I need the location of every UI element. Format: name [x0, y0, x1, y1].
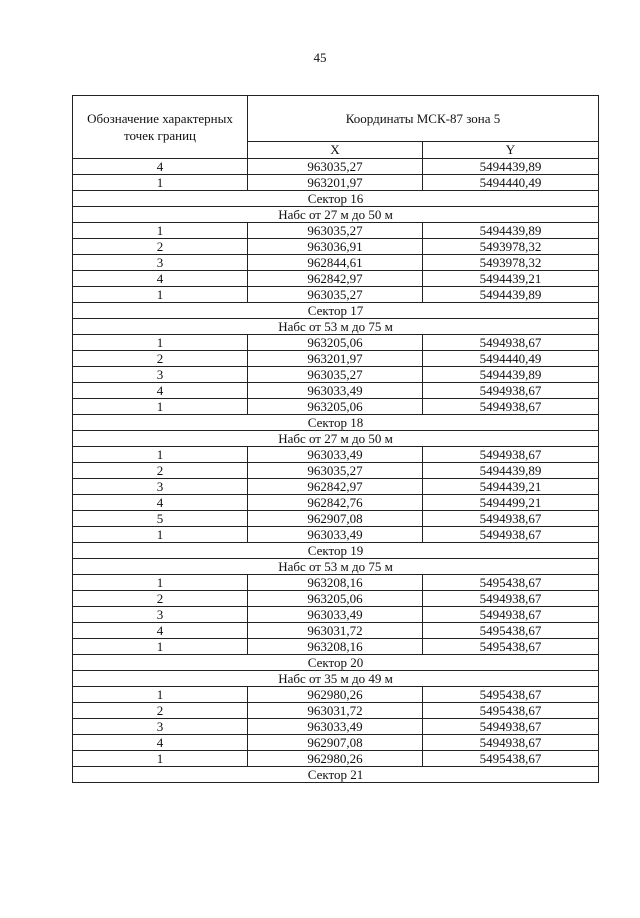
x-coordinate: 963205,06 — [248, 399, 423, 415]
point-number: 2 — [73, 591, 248, 607]
point-number: 4 — [73, 383, 248, 399]
table-row — [73, 399, 599, 415]
table-row — [73, 447, 599, 463]
x-coordinate: 962980,26 — [248, 751, 423, 767]
y-coordinate: 5494938,67 — [423, 607, 599, 623]
y-coordinate: 5494938,67 — [423, 447, 599, 463]
table-row — [73, 463, 599, 479]
x-coordinate: 962842,76 — [248, 495, 423, 511]
x-coordinate: 962980,26 — [248, 687, 423, 703]
x-coordinate: 963205,06 — [248, 591, 423, 607]
x-coordinate: 963205,06 — [248, 335, 423, 351]
x-coordinate: 962907,08 — [248, 511, 423, 527]
section-title: Сектор 16 — [73, 191, 599, 207]
page-number: 45 — [313, 50, 327, 65]
section-title-row — [73, 191, 599, 207]
section-title: Сектор 21 — [73, 767, 599, 783]
point-designation-header: Обозначение характерных точек границ — [73, 96, 248, 159]
x-coordinate: 963208,16 — [248, 639, 423, 655]
table-row — [73, 159, 599, 175]
section-title-row — [73, 319, 599, 335]
point-number: 3 — [73, 367, 248, 383]
y-coordinate: 5494440,49 — [423, 351, 599, 367]
point-number: 1 — [73, 639, 248, 655]
table-row — [73, 703, 599, 719]
x-coordinate: 963033,49 — [248, 607, 423, 623]
section-title: Набс от 53 м до 75 м — [73, 319, 599, 335]
y-coordinate: 5495438,67 — [423, 703, 599, 719]
y-coordinate: 5495438,67 — [423, 639, 599, 655]
y-coordinate: 5493978,32 — [423, 255, 599, 271]
table-row — [73, 495, 599, 511]
point-number: 3 — [73, 607, 248, 623]
section-title-row — [73, 543, 599, 559]
point-number: 1 — [73, 399, 248, 415]
table-row — [73, 335, 599, 351]
table-row — [73, 639, 599, 655]
y-coordinate: 5494938,67 — [423, 383, 599, 399]
point-number: 4 — [73, 271, 248, 287]
table-row — [73, 687, 599, 703]
point-number: 1 — [73, 575, 248, 591]
y-coordinate: 5494439,89 — [423, 463, 599, 479]
table-row — [73, 287, 599, 303]
point-number: 2 — [73, 239, 248, 255]
point-number: 5 — [73, 511, 248, 527]
section-title: Сектор 18 — [73, 415, 599, 431]
x-coordinate: 963033,49 — [248, 719, 423, 735]
x-coordinate: 963208,16 — [248, 575, 423, 591]
y-coordinate: 5494938,67 — [423, 735, 599, 751]
y-coordinate: 5494938,67 — [423, 719, 599, 735]
point-number: 3 — [73, 719, 248, 735]
table-row — [73, 255, 599, 271]
x-coordinate: 963031,72 — [248, 623, 423, 639]
table-row — [73, 623, 599, 639]
x-coordinate: 963035,27 — [248, 463, 423, 479]
point-number: 1 — [73, 447, 248, 463]
x-coordinate: 962844,61 — [248, 255, 423, 271]
section-title-row — [73, 415, 599, 431]
section-title-row — [73, 431, 599, 447]
table-row — [73, 175, 599, 191]
point-number: 4 — [73, 735, 248, 751]
point-number: 3 — [73, 479, 248, 495]
point-number: 1 — [73, 335, 248, 351]
y-coordinate: 5494938,67 — [423, 527, 599, 543]
coordinates-table — [72, 95, 599, 783]
y-coordinate: 5494938,67 — [423, 591, 599, 607]
table-row — [73, 351, 599, 367]
x-coordinate: 963035,27 — [248, 367, 423, 383]
y-coordinate: 5495438,67 — [423, 687, 599, 703]
y-coordinate: 5494938,67 — [423, 335, 599, 351]
y-coordinate: 5493978,32 — [423, 239, 599, 255]
x-coordinate: 963031,72 — [248, 703, 423, 719]
section-title: Сектор 19 — [73, 543, 599, 559]
y-coordinate: 5494439,89 — [423, 223, 599, 239]
table-row — [73, 751, 599, 767]
point-number: 1 — [73, 223, 248, 239]
point-number: 1 — [73, 687, 248, 703]
y-coordinate: 5494440,49 — [423, 175, 599, 191]
point-number: 1 — [73, 527, 248, 543]
section-title: Набс от 35 м до 49 м — [73, 671, 599, 687]
y-coordinate: 5494439,21 — [423, 271, 599, 287]
table-row — [73, 271, 599, 287]
section-title-row — [73, 207, 599, 223]
point-number: 1 — [73, 751, 248, 767]
y-coordinate: 5494938,67 — [423, 511, 599, 527]
table-row — [73, 607, 599, 623]
section-title: Набс от 27 м до 50 м — [73, 431, 599, 447]
x-coordinate: 963033,49 — [248, 527, 423, 543]
y-coordinate: 5494439,21 — [423, 479, 599, 495]
table-row — [73, 383, 599, 399]
table-row — [73, 511, 599, 527]
x-coordinate: 963036,91 — [248, 239, 423, 255]
table-row — [73, 591, 599, 607]
y-coordinate: 5494439,89 — [423, 287, 599, 303]
x-coordinate: 963035,27 — [248, 159, 423, 175]
table-row — [73, 367, 599, 383]
point-number: 4 — [73, 623, 248, 639]
y-coordinate: 5494938,67 — [423, 399, 599, 415]
x-coordinate: 963035,27 — [248, 287, 423, 303]
point-number: 3 — [73, 255, 248, 271]
table-row — [73, 575, 599, 591]
point-number: 1 — [73, 287, 248, 303]
coordinates-header: Координаты МСК-87 зона 5 — [248, 96, 599, 142]
y-coordinate: 5494439,89 — [423, 367, 599, 383]
point-number: 4 — [73, 159, 248, 175]
section-title: Сектор 17 — [73, 303, 599, 319]
point-number: 2 — [73, 703, 248, 719]
y-column-header: Y — [423, 142, 599, 159]
point-number: 1 — [73, 175, 248, 191]
point-number: 2 — [73, 463, 248, 479]
x-coordinate: 963035,27 — [248, 223, 423, 239]
section-title: Сектор 20 — [73, 655, 599, 671]
y-coordinate: 5495438,67 — [423, 575, 599, 591]
y-coordinate: 5495438,67 — [423, 751, 599, 767]
section-title: Набс от 53 м до 75 м — [73, 559, 599, 575]
table-row — [73, 735, 599, 751]
x-coordinate: 963201,97 — [248, 175, 423, 191]
section-title: Набс от 27 м до 50 м — [73, 207, 599, 223]
x-coordinate: 963033,49 — [248, 447, 423, 463]
point-number: 4 — [73, 495, 248, 511]
section-title-row — [73, 671, 599, 687]
y-coordinate: 5495438,67 — [423, 623, 599, 639]
y-coordinate: 5494499,21 — [423, 495, 599, 511]
x-coordinate: 962842,97 — [248, 479, 423, 495]
point-number: 2 — [73, 351, 248, 367]
table-row — [73, 223, 599, 239]
section-title-row — [73, 559, 599, 575]
section-title-row — [73, 303, 599, 319]
x-column-header: X — [248, 142, 423, 159]
table-body — [73, 159, 599, 783]
table-row — [73, 527, 599, 543]
table-row — [73, 719, 599, 735]
x-coordinate: 963201,97 — [248, 351, 423, 367]
table-row — [73, 479, 599, 495]
y-coordinate: 5494439,89 — [423, 159, 599, 175]
table-row — [73, 239, 599, 255]
x-coordinate: 963033,49 — [248, 383, 423, 399]
section-title-row — [73, 767, 599, 783]
section-title-row — [73, 655, 599, 671]
x-coordinate: 962842,97 — [248, 271, 423, 287]
x-coordinate: 962907,08 — [248, 735, 423, 751]
